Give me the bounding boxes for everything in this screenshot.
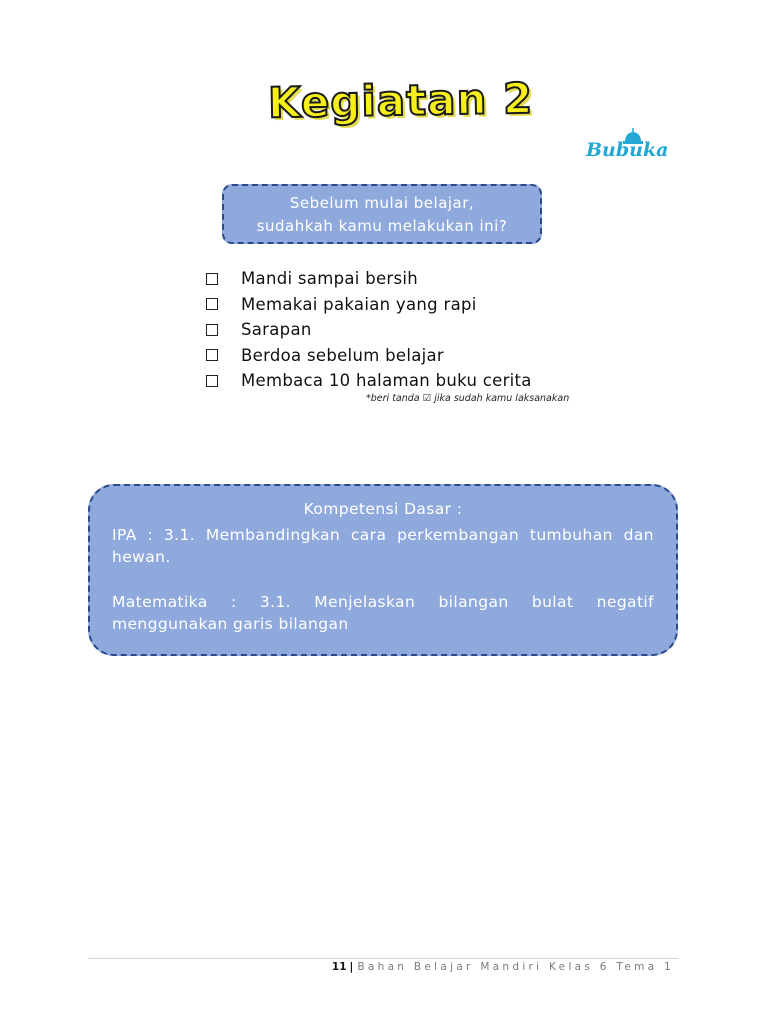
footer-separator: | bbox=[349, 961, 354, 973]
checkbox[interactable] bbox=[206, 273, 218, 285]
logo-text: Bubuka bbox=[586, 139, 669, 161]
checklist-item bbox=[206, 292, 532, 318]
checklist-item-label: Membaca 10 halaman buku cerita bbox=[241, 371, 532, 391]
activity-checklist bbox=[206, 266, 532, 394]
spacer bbox=[112, 568, 654, 591]
note-suffix: jika sudah kamu laksanakan bbox=[434, 393, 570, 404]
question-line-1: Sebelum mulai belajar, bbox=[289, 194, 475, 212]
page-title: Kegiatan 2 bbox=[267, 73, 534, 128]
kompetensi-dasar-box bbox=[88, 484, 678, 656]
footer-divider bbox=[88, 958, 678, 959]
checkbox[interactable] bbox=[206, 324, 218, 336]
checkbox[interactable] bbox=[206, 375, 218, 387]
checklist-item bbox=[206, 368, 532, 394]
checklist-item-label: Mandi sampai bersih bbox=[241, 269, 419, 289]
bubuka-logo bbox=[586, 128, 678, 164]
kompetensi-matematika: Matematika : 3.1. Menjelaskan bilangan bulat negatif menggunakan garis bilangan bbox=[112, 593, 654, 633]
checklist-item-label: Sarapan bbox=[241, 320, 312, 340]
question-line-2: sudahkah kamu melakukan ini? bbox=[256, 217, 508, 235]
kompetensi-ipa: IPA : 3.1. Membandingkan cara perkembangan tumbuhan dan hewan. bbox=[112, 526, 654, 566]
page-number: 11 bbox=[331, 961, 347, 973]
checklist-item bbox=[206, 317, 532, 343]
page-footer bbox=[332, 961, 674, 973]
checklist-item bbox=[206, 266, 532, 292]
checkmark-icon: ☑ bbox=[422, 393, 432, 404]
checklist-item bbox=[206, 343, 532, 369]
checkbox[interactable] bbox=[206, 298, 218, 310]
question-box bbox=[222, 184, 542, 244]
footer-text: Bahan Belajar Mandiri Kelas 6 Tema 1 bbox=[357, 961, 674, 973]
kompetensi-heading: Kompetensi Dasar : bbox=[303, 500, 463, 518]
note-prefix: *beri tanda bbox=[366, 393, 420, 404]
checkbox[interactable] bbox=[206, 349, 218, 361]
checklist-item-label: Berdoa sebelum belajar bbox=[241, 345, 445, 365]
checklist-item-label: Memakai pakaian yang rapi bbox=[241, 294, 477, 314]
checklist-note bbox=[366, 393, 569, 404]
